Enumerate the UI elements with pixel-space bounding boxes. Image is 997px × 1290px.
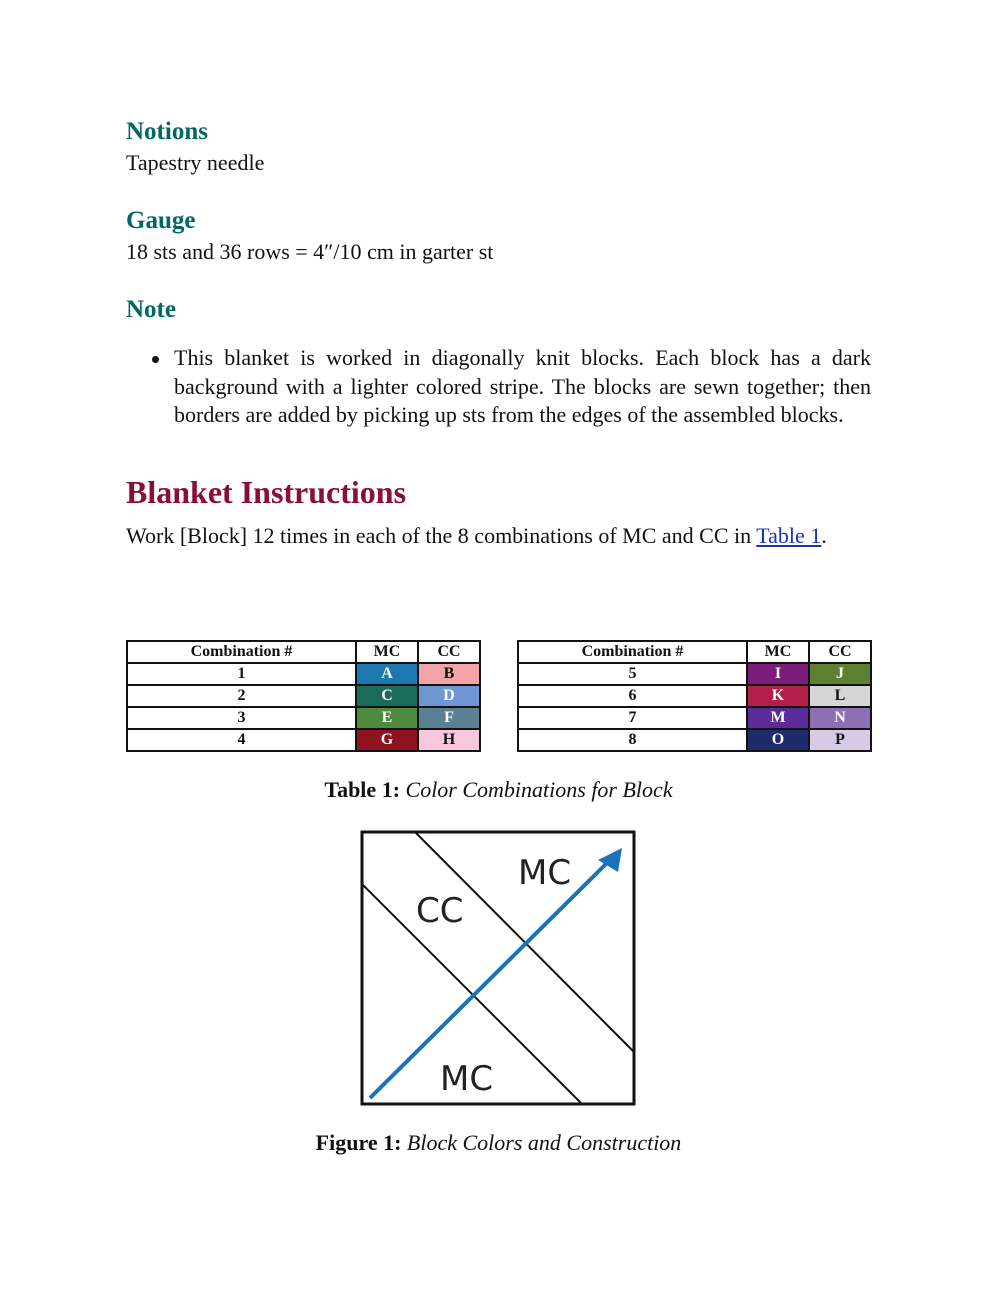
notions-heading: Notions bbox=[126, 118, 208, 145]
note-heading: Note bbox=[126, 296, 176, 323]
table-1-link[interactable]: Table 1 bbox=[756, 522, 822, 548]
gauge-text: 18 sts and 36 rows = 4″/10 cm in garter st bbox=[126, 239, 494, 264]
combination-number-cell: 3 bbox=[127, 707, 356, 729]
figure-caption-label: Figure 1: bbox=[315, 1130, 402, 1155]
cc-color-cell: F bbox=[418, 707, 480, 729]
combination-number-cell: 1 bbox=[127, 663, 356, 685]
table-row bbox=[127, 685, 480, 707]
mc-color-cell: I bbox=[747, 663, 809, 685]
combination-number-cell: 6 bbox=[518, 685, 747, 707]
table-caption bbox=[0, 776, 997, 804]
mc-color-cell: C bbox=[356, 685, 418, 707]
label-mc-bottom: MC bbox=[440, 1059, 494, 1099]
figure-caption-text: Block Colors and Construction bbox=[406, 1130, 682, 1155]
label-mc-top: MC bbox=[518, 853, 572, 893]
gauge-heading: Gauge bbox=[126, 207, 196, 234]
combination-number-cell: 4 bbox=[127, 729, 356, 751]
cc-color-cell: N bbox=[809, 707, 871, 729]
header-combination: Combination # bbox=[127, 641, 356, 663]
instructions-text bbox=[126, 522, 871, 550]
header-cc: CC bbox=[809, 641, 871, 663]
table-row bbox=[518, 685, 871, 707]
note-item bbox=[174, 344, 871, 430]
header-cc: CC bbox=[418, 641, 480, 663]
instructions-text-after: . bbox=[821, 522, 827, 548]
header-combination: Combination # bbox=[518, 641, 747, 663]
instructions-text-before: Work [Block] 12 times in each of the 8 combinations of MC and CC in bbox=[126, 522, 757, 548]
content-column bbox=[126, 116, 871, 550]
header-mc: MC bbox=[356, 641, 418, 663]
table-row bbox=[127, 729, 480, 751]
table-row bbox=[127, 663, 480, 685]
combination-number-cell: 7 bbox=[518, 707, 747, 729]
cc-color-cell: L bbox=[809, 685, 871, 707]
mc-color-cell: O bbox=[747, 729, 809, 751]
block-diagram bbox=[360, 830, 640, 1110]
cc-color-cell: D bbox=[418, 685, 480, 707]
cc-color-cell: P bbox=[809, 729, 871, 751]
mc-color-cell: K bbox=[747, 685, 809, 707]
combination-table-left bbox=[126, 640, 481, 752]
combination-table-right bbox=[517, 640, 872, 752]
figure-caption bbox=[0, 1129, 997, 1157]
cc-color-cell: J bbox=[809, 663, 871, 685]
cc-color-cell: B bbox=[418, 663, 480, 685]
notions-text: Tapestry needle bbox=[126, 150, 265, 175]
table-row bbox=[518, 729, 871, 751]
color-combination-tables bbox=[126, 640, 872, 764]
bullet-icon bbox=[152, 356, 159, 363]
mc-color-cell: A bbox=[356, 663, 418, 685]
note-list bbox=[126, 344, 871, 430]
mc-color-cell: E bbox=[356, 707, 418, 729]
mc-color-cell: M bbox=[747, 707, 809, 729]
table-row bbox=[127, 707, 480, 729]
table-row bbox=[518, 663, 871, 685]
mc-color-cell: G bbox=[356, 729, 418, 751]
combination-number-cell: 5 bbox=[518, 663, 747, 685]
block-construction-figure bbox=[360, 830, 640, 1115]
label-cc: CC bbox=[416, 891, 464, 931]
header-mc: MC bbox=[747, 641, 809, 663]
table-caption-label: Table 1: bbox=[324, 777, 401, 802]
table-row bbox=[518, 707, 871, 729]
table-caption-text: Color Combinations for Block bbox=[405, 777, 673, 802]
combination-number-cell: 8 bbox=[518, 729, 747, 751]
blanket-instructions-heading: Blanket Instructions bbox=[126, 473, 407, 510]
cc-color-cell: H bbox=[418, 729, 480, 751]
combination-number-cell: 2 bbox=[127, 685, 356, 707]
note-item-text: This blanket is worked in diagonally knit blocks. Each block has a dark background with a lighter colored stripe. The blocks are sewn together; then borders are added by picking up sts from the edges of the assembled blocks. bbox=[174, 345, 871, 427]
